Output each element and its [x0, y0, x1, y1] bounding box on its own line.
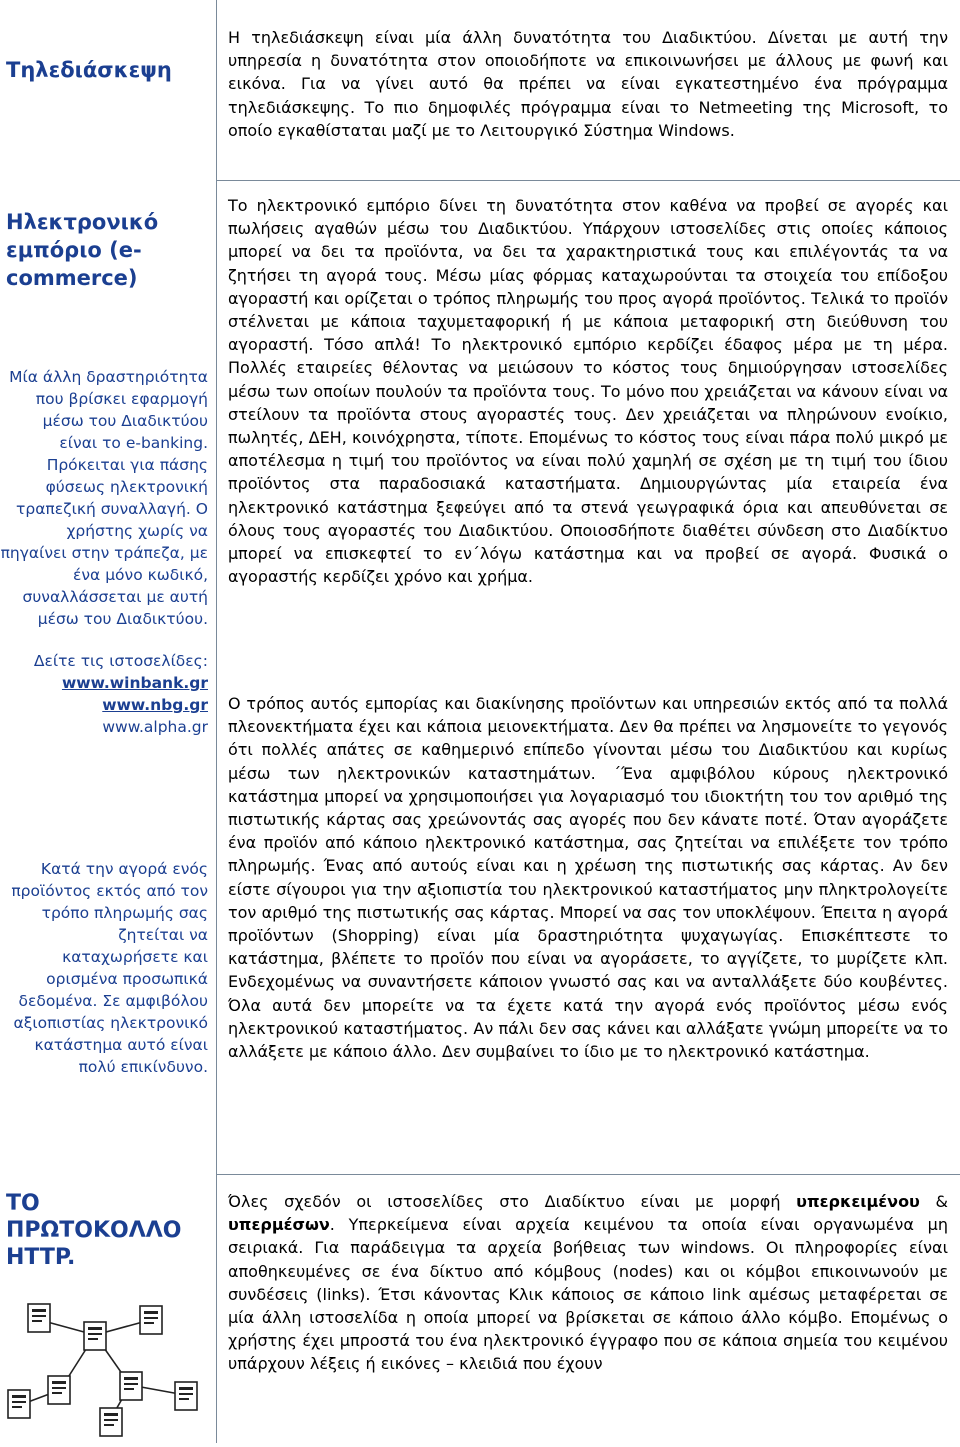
http-text-2: . Υπερκείμενα είναι αρχεία κειμένου τα οποία είναι οργανωμένα μη σειριακά. Για παράδειγμα τα αρχεία βοήθειας των windows. Οι πληροφορίες είναι αποθηκευμένες σε ένα δίκτυο από κόμβους (nodes) και οι κόμβοι επικοινωνούν με συνδέσεις (links). Έτσι κάνοντας Κλικ κάποιος σε κάποιο link αμέσως μεταφέρεται σε μία άλλη ιστοσελίδα η οποία μπορεί να βρίσκεται σε κάποιο άλλο κόμβο. Επομένως ο χρήστης έχει μπροστά του ένα ηλεκτρονικό έγγραφο που σε κάποια σημεία του κειμένου υπάρχουν λέξεις ή εικόνες – κλειδιά που έχουν: [228, 1215, 948, 1374]
ecommerce-paragraph: Το ηλεκτρονικό εμπόριο δίνει τη δυνατότητα στον καθένα να προβεί σε αγορές και πωλήσεις αγαθών μέσω του Διαδικτύου. Υπάρχουν ιστοσελίδες στις οποίες κάποιος μπορεί να δει τα προϊόντα, να δει τα χαρακτηριστικά τους και επιλέγοντάς τα να ζητήσει τη αγορά τους. Μέσω μίας φόρμας καταχωρούνται τα στοιχεία του επίδοξου αγοραστή και ορίζεται ο τρόπος πληρωμής του προς αγορά προϊόντος. Τελικά το προϊόν στέλνεται με κάποια ταχυμεταφορική ή με κάποια μεταφορική στη διεύθυνση του αγοραστή. Τόσο απλά! Το ηλεκτρονικό εμπόριο κερδίζει έδαφος μέρα με τη μέρα. Πολλές εταιρείες θέλοντας να μειώσουν το κόστος τους δημιούργησαν ιστοσελίδες μέσω των οποίων πουλούν τα προϊόντα τους. Το μόνο που χρειάζεται να κάνουν είναι να στείλουν τα προϊόντα στους αγοραστές τους. Δεν χρειάζεται να πληρώνουν ενοίκιο, πωλητές, ΔΕΗ, κοινόχρηστα, τίποτε. Επομένως το κόστος τους είναι πάρα πολύ μικρό με αποτέλεσμα η τιμή του προϊόντος να είναι πολύ χαμηλή σε σχέση με τη τιμή του ίδιου προϊόντος στα παραδοσιακά καταστήματα. Δημιουργώντας μία εταιρεία ένα ηλεκτρονικό κατάστημα ξεφεύγει από τα στενά γεωγραφικά όρια και απευθύνεται σε όλους τους αγοραστές του Διαδικτύου. Οποιοσδήποτε διαθέτει σύνδεση στο Διαδίκτυο μπορεί να επισκεφτεί το εν΄λόγω κατάστημα και να προβεί σε αγορά. Φυσικά ο αγοραστής κερδίζει χρόνο και χρήμα.: [228, 196, 948, 587]
risks-paragraph: Ο τρόπος αυτός εμπορίας και διακίνησης προϊόντων και υπηρεσιών εκτός από τα πολλά πλεονεκτήματα έχει και κάποια μειονεκτήματα. Δεν θα πρέπει να λησμονείτε το γεγονός ότι πολλές απάτες σε καθημερινό επίπεδο γίνονται μέσω του Διαδικτύου και κυρίως μέσω των ηλεκτρονικών καταστημάτων. ΄Ένα αμφιβόλου κύρους ηλεκτρονικό κατάστημα μπορεί να χρησιμοποιήσει για λογαριασμό του ιδιοκτήτη του τον αριθμό της πιστωτικής κάρτας σας χρεώνοντάς σας αγορές που δεν κάνατε ποτέ. Όταν αγοράζετε ένα προϊόν από κάποιο ηλεκτρονικό κατάστημα, σας ζητείται να επιλέξετε τον τρόπο πληρωμής. Ένας από αυτούς είναι και η χρέωση της πιστωτικής σας κάρτας. Αν δεν είστε σίγουροι για την αξιοπιστία του ηλεκτρονικού καταστήματος μην πληκτρολογείτε τον αριθμό της πιστωτικής σας κάρτας. Μπορεί να σας τον υποκλέψουν. Έπειτα η αγορά προϊόντων (Shopping) είναι μία δραστηριότητα ψυχαγωγίας. Επισκέπτεστε το κατάστημα, βλέπετε το προϊόν που είναι να αγοράσετε, το αγγίζετε, το μυρίζετε κλπ. Ενδεχομένως να συναντήσετε κάποιον γνωστό σας και να ανταλλάξετε δύο κουβέντες. Όλα αυτά δεν μπορείτε να τα έχετε κατά την αγορά ενός προϊόντος μέσω ενός ηλεκτρονικού καταστήματος. Αν πάλι δεν σας κάνει και αλλάξατε γνώμη μπορείτε να το αλλάξετε με κάποιο άλλο. Δεν συμβαίνει το ίδιο με το ηλεκτρονικό κατάστημα.: [228, 694, 948, 1062]
link-nbg[interactable]: www.nbg.gr: [102, 696, 208, 714]
hypertext-term: υπερκειμένου: [796, 1192, 920, 1211]
purchase-note-text: Κατά την αγορά ενός προϊόντος εκτός από τον τρόπο πληρωμής σας ζητείται να καταχωρήσετε και ορισμένα προσωπικά δεδομένα. Σε αμφιβόλου αξιοπιστίας ηλεκτρονικό κατάστημα αυτό είναι πολύ επικίνδυνο.: [11, 860, 208, 1076]
ecommerce-heading: Ηλεκτρονικό εμπόριο (e-commerce): [6, 210, 159, 290]
teleconference-section: [228, 26, 948, 142]
http-section: [228, 1190, 948, 1376]
link-alpha[interactable]: www.alpha.gr: [102, 718, 208, 736]
ebanking-text: Μία άλλη δραστηριότητα που βρίσκει εφαρμογή μέσω του Διαδικτύου είναι το e-banking. Πρόκειται για πάσης φύσεως ηλεκτρονική τραπεζική συναλλαγή. Ο χρήστης χωρίς να πηγαίνει στην τράπεζα, με ένα μόνο κωδικό, συναλλάσσεται με αυτή μέσω του Διαδικτύου.: [0, 368, 208, 628]
hypermedia-term: υπερμέσων: [228, 1215, 330, 1235]
ebanking-note: [0, 366, 208, 738]
http-heading: ΤΟ ΠΡΩΤΟΚΟΛΛΟ HTTP.: [6, 1191, 182, 1270]
ecommerce-section: [228, 194, 948, 588]
link-winbank[interactable]: www.winbank.gr: [61, 674, 208, 692]
risks-section: [228, 692, 948, 1063]
column-divider: [216, 0, 217, 1443]
ampersand: &: [919, 1192, 949, 1211]
purchase-warning-note: [0, 858, 208, 1078]
network-documents-icon: [0, 1290, 216, 1443]
network-diagram-icon: [0, 1290, 216, 1443]
teleconference-paragraph: Η τηλεδιάσκεψη είναι μία άλλη δυνατότητα του Διαδικτύου. Δίνεται με αυτή την υπηρεσία η δυνατότητα στον οποιοδήποτε να επικοινωνήσει με άλλους με φωνή και εικόνα. Για να γίνει αυτό θα πρέπει να είναι εγκατεστημένο ένα πρόγραμμα τηλεδιάσκεψης. Το πιο δημοφιλές πρόγραμμα είναι το Netmeeting της Microsoft, το οποίο εγκαθίσταται μαζί με το Λειτουργικό Σύστημα Windows.: [228, 28, 948, 140]
section-divider: [216, 1174, 960, 1175]
section-divider: [216, 180, 960, 181]
teleconference-heading: Τηλεδιάσκεψη: [6, 58, 172, 82]
http-text-1: Όλες σχεδόν οι ιστοσελίδες στο Διαδίκτυο είναι με μορφή: [228, 1192, 797, 1211]
http-paragraph: [228, 1190, 948, 1376]
see-sites-label: Δείτε τις ιστοσελίδες:: [33, 652, 208, 670]
